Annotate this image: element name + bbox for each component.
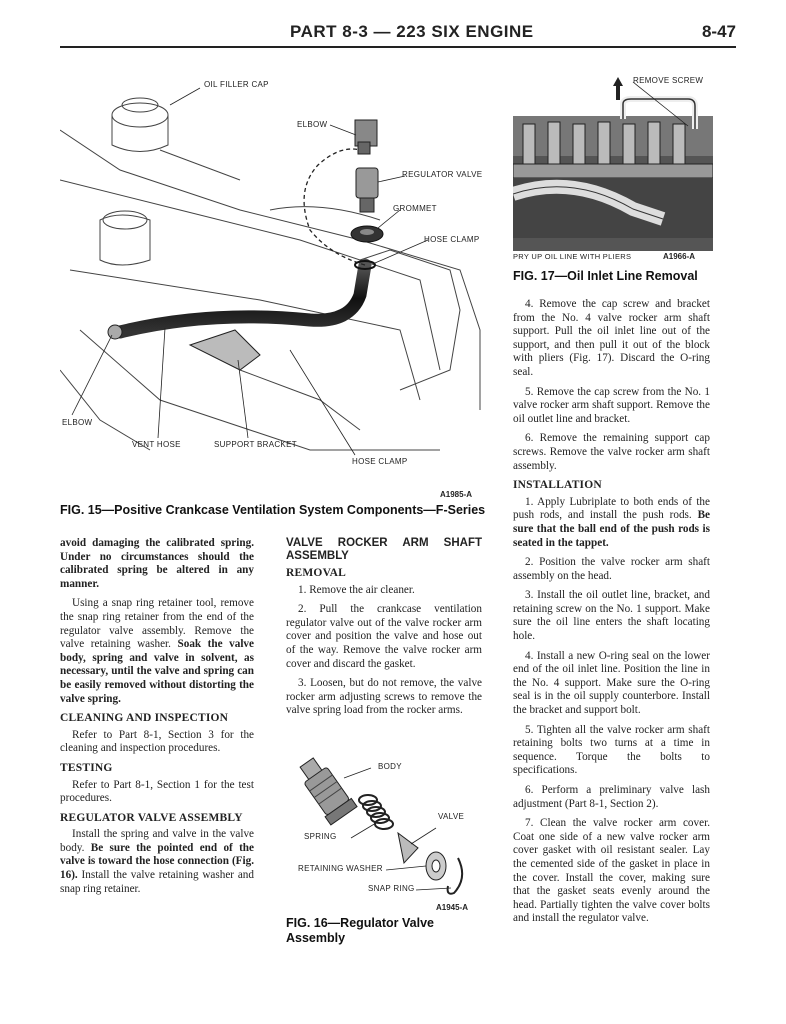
pcv-system-illustration: [60, 70, 500, 490]
label-remove-screw: REMOVE SCREW: [633, 76, 704, 85]
disassembly-text: Using a snap ring retainer tool, remove the snap ring retainer from the end of the regulator valve assembly. Remove the valve retaining washer.: [60, 597, 254, 651]
figure-16: [286, 748, 486, 913]
heading-regulator-valve-assembly: REGULATOR VALVE ASSEMBLY: [60, 811, 243, 824]
column-3: [513, 298, 710, 932]
removal-step-4: 4. Remove the cap screw and bracket from the No. 4 valve rocker arm shaft support. Pull the oil inlet line out of the support, and then pull it out of the block with pliers (Fig. 17). Discard the O-ring seal.: [513, 298, 710, 378]
label-retaining-washer: RETAINING WASHER: [298, 864, 383, 873]
figure-15-code: A1985-A: [440, 490, 473, 499]
figure-15: [60, 70, 500, 490]
figure-16-caption: [286, 916, 482, 946]
install-step-3: 3. Install the oil outlet line, bracket, and retaining screw on the No. 1 support. Make sure the oil line enters the shaft locating hole.: [513, 589, 710, 643]
figure-16-code: A1945-A: [436, 903, 469, 912]
figure-16-caption-line-2: Assembly: [286, 931, 346, 945]
label-grommet: GROMMET: [393, 204, 437, 213]
figure-17-caption: FIG. 17—Oil Inlet Line Removal: [513, 269, 698, 283]
label-hose-clamp-top: HOSE CLAMP: [424, 235, 480, 244]
heading-removal: REMOVAL: [286, 567, 346, 579]
label-snap-ring: SNAP RING: [368, 884, 415, 893]
label-elbow-left: ELBOW: [62, 418, 93, 427]
figure-17: [513, 74, 713, 264]
install-step-5: 5. Tighten all the valve rocker arm shaft retaining bolts two turns at a time in sequence. Torque the bolts to specifications.: [513, 723, 710, 777]
heading-cleaning: CLEANING AND INSPECTION: [60, 712, 229, 725]
removal-step-5: 5. Remove the cap screw from the No. 1 valve rocker arm shaft support. Remove the oil outlet line and bracket.: [513, 385, 710, 425]
label-vent-hose: VENT HOSE: [132, 440, 181, 449]
testing-text: Refer to Part 8-1, Section 1 for the test procedures.: [60, 778, 254, 805]
soak-warning: Soak the valve body, spring and valve in solvent, as necessary, until the valve and spring can be easily removed without distorting the valve spring.: [60, 638, 254, 705]
warning-text: avoid damaging the calibrated spring. Under no circumstances should the calibrated spring be altered in any manner.: [60, 537, 254, 590]
oil-inlet-line-photo: [513, 74, 713, 264]
label-hose-clamp-bottom: HOSE CLAMP: [352, 457, 408, 466]
label-support-bracket: SUPPORT BRACKET: [214, 440, 297, 449]
install-step-7: 7. Clean the valve rocker arm cover. Coat one side of a new valve rocker arm cover gasket with oil resistant sealer. Lay the cemented side of the gasket in place in the cover. Install the cover, making sure that the gasket seats evenly around the head. Partially tighten the valve cover bolts and install the regulator valve.: [513, 817, 710, 925]
install-step-1a: 1. Apply Lubriplate to both ends of the push rods, and install the push rods.: [513, 495, 710, 522]
label-elbow-top: ELBOW: [297, 120, 328, 129]
label-spring: SPRING: [304, 832, 337, 841]
column-1: [60, 537, 254, 902]
figure-15-caption: FIG. 15—Positive Crankcase Ventilation System Components—F-Series: [60, 503, 486, 517]
regulator-text-c: Install the valve retaining washer and snap ring retainer.: [60, 869, 254, 895]
install-step-1-warning: Be sure that the ball end of the push rods is seated in the tappet.: [513, 509, 710, 549]
label-oil-filler-cap: OIL FILLER CAP: [204, 80, 269, 89]
regulator-text-a: Install the spring and valve in the valve body.: [60, 828, 254, 854]
figure-16-caption-line-1: FIG. 16—Regulator Valve: [286, 916, 434, 930]
heading-testing: TESTING: [60, 761, 113, 774]
heading-installation: INSTALLATION: [513, 479, 602, 492]
figure-17-code: A1966-A: [663, 252, 696, 261]
removal-step-6: 6. Remove the remaining support cap screws. Remove the valve rocker arm shaft assembly.: [513, 432, 710, 472]
install-step-6: 6. Perform a preliminary valve lash adjustment (Part 8-1, Section 2).: [513, 784, 710, 810]
page-header: [60, 22, 736, 48]
label-body: BODY: [378, 762, 402, 771]
cleaning-text: Refer to Part 8-1, Section 3 for the cleaning and inspection procedures.: [60, 728, 254, 755]
install-step-4: 4. Install a new O-ring seal on the lower end of the oil inlet line. Position the line in the No. 4 support. Make sure the O-ring seal is in the oil supply counterbore. Install the bracket and support bolt.: [513, 649, 710, 717]
heading-valve-rocker-arm: VALVE ROCKER ARM SHAFT ASSEMBLY: [286, 537, 482, 562]
regulator-warning: Be sure the pointed end of the valve is toward the hose connection (Fig. 16).: [60, 841, 254, 882]
removal-step-3: 3. Loosen, but do not remove, the valve rocker arm adjusting screws to remove the valve spring load from the rocker arms.: [286, 677, 482, 717]
label-pry-up: PRY UP OIL LINE WITH PLIERS: [513, 252, 632, 261]
removal-step-2: 2. Pull the crankcase ventilation regulator valve out of the valve rocker arm cover and position the valve and hose out of the way. Remove the valve rocker arm cover and discard the gasket.: [286, 603, 482, 670]
removal-step-1: 1. Remove the air cleaner.: [298, 583, 415, 596]
label-regulator-valve: REGULATOR VALVE: [402, 170, 483, 179]
install-step-2: 2. Position the valve rocker arm shaft assembly on the head.: [513, 556, 710, 582]
page-number: 8-47: [701, 22, 736, 41]
header-title: PART 8-3 — 223 SIX ENGINE: [290, 22, 534, 41]
label-valve: VALVE: [438, 812, 465, 821]
column-2: [286, 537, 482, 724]
